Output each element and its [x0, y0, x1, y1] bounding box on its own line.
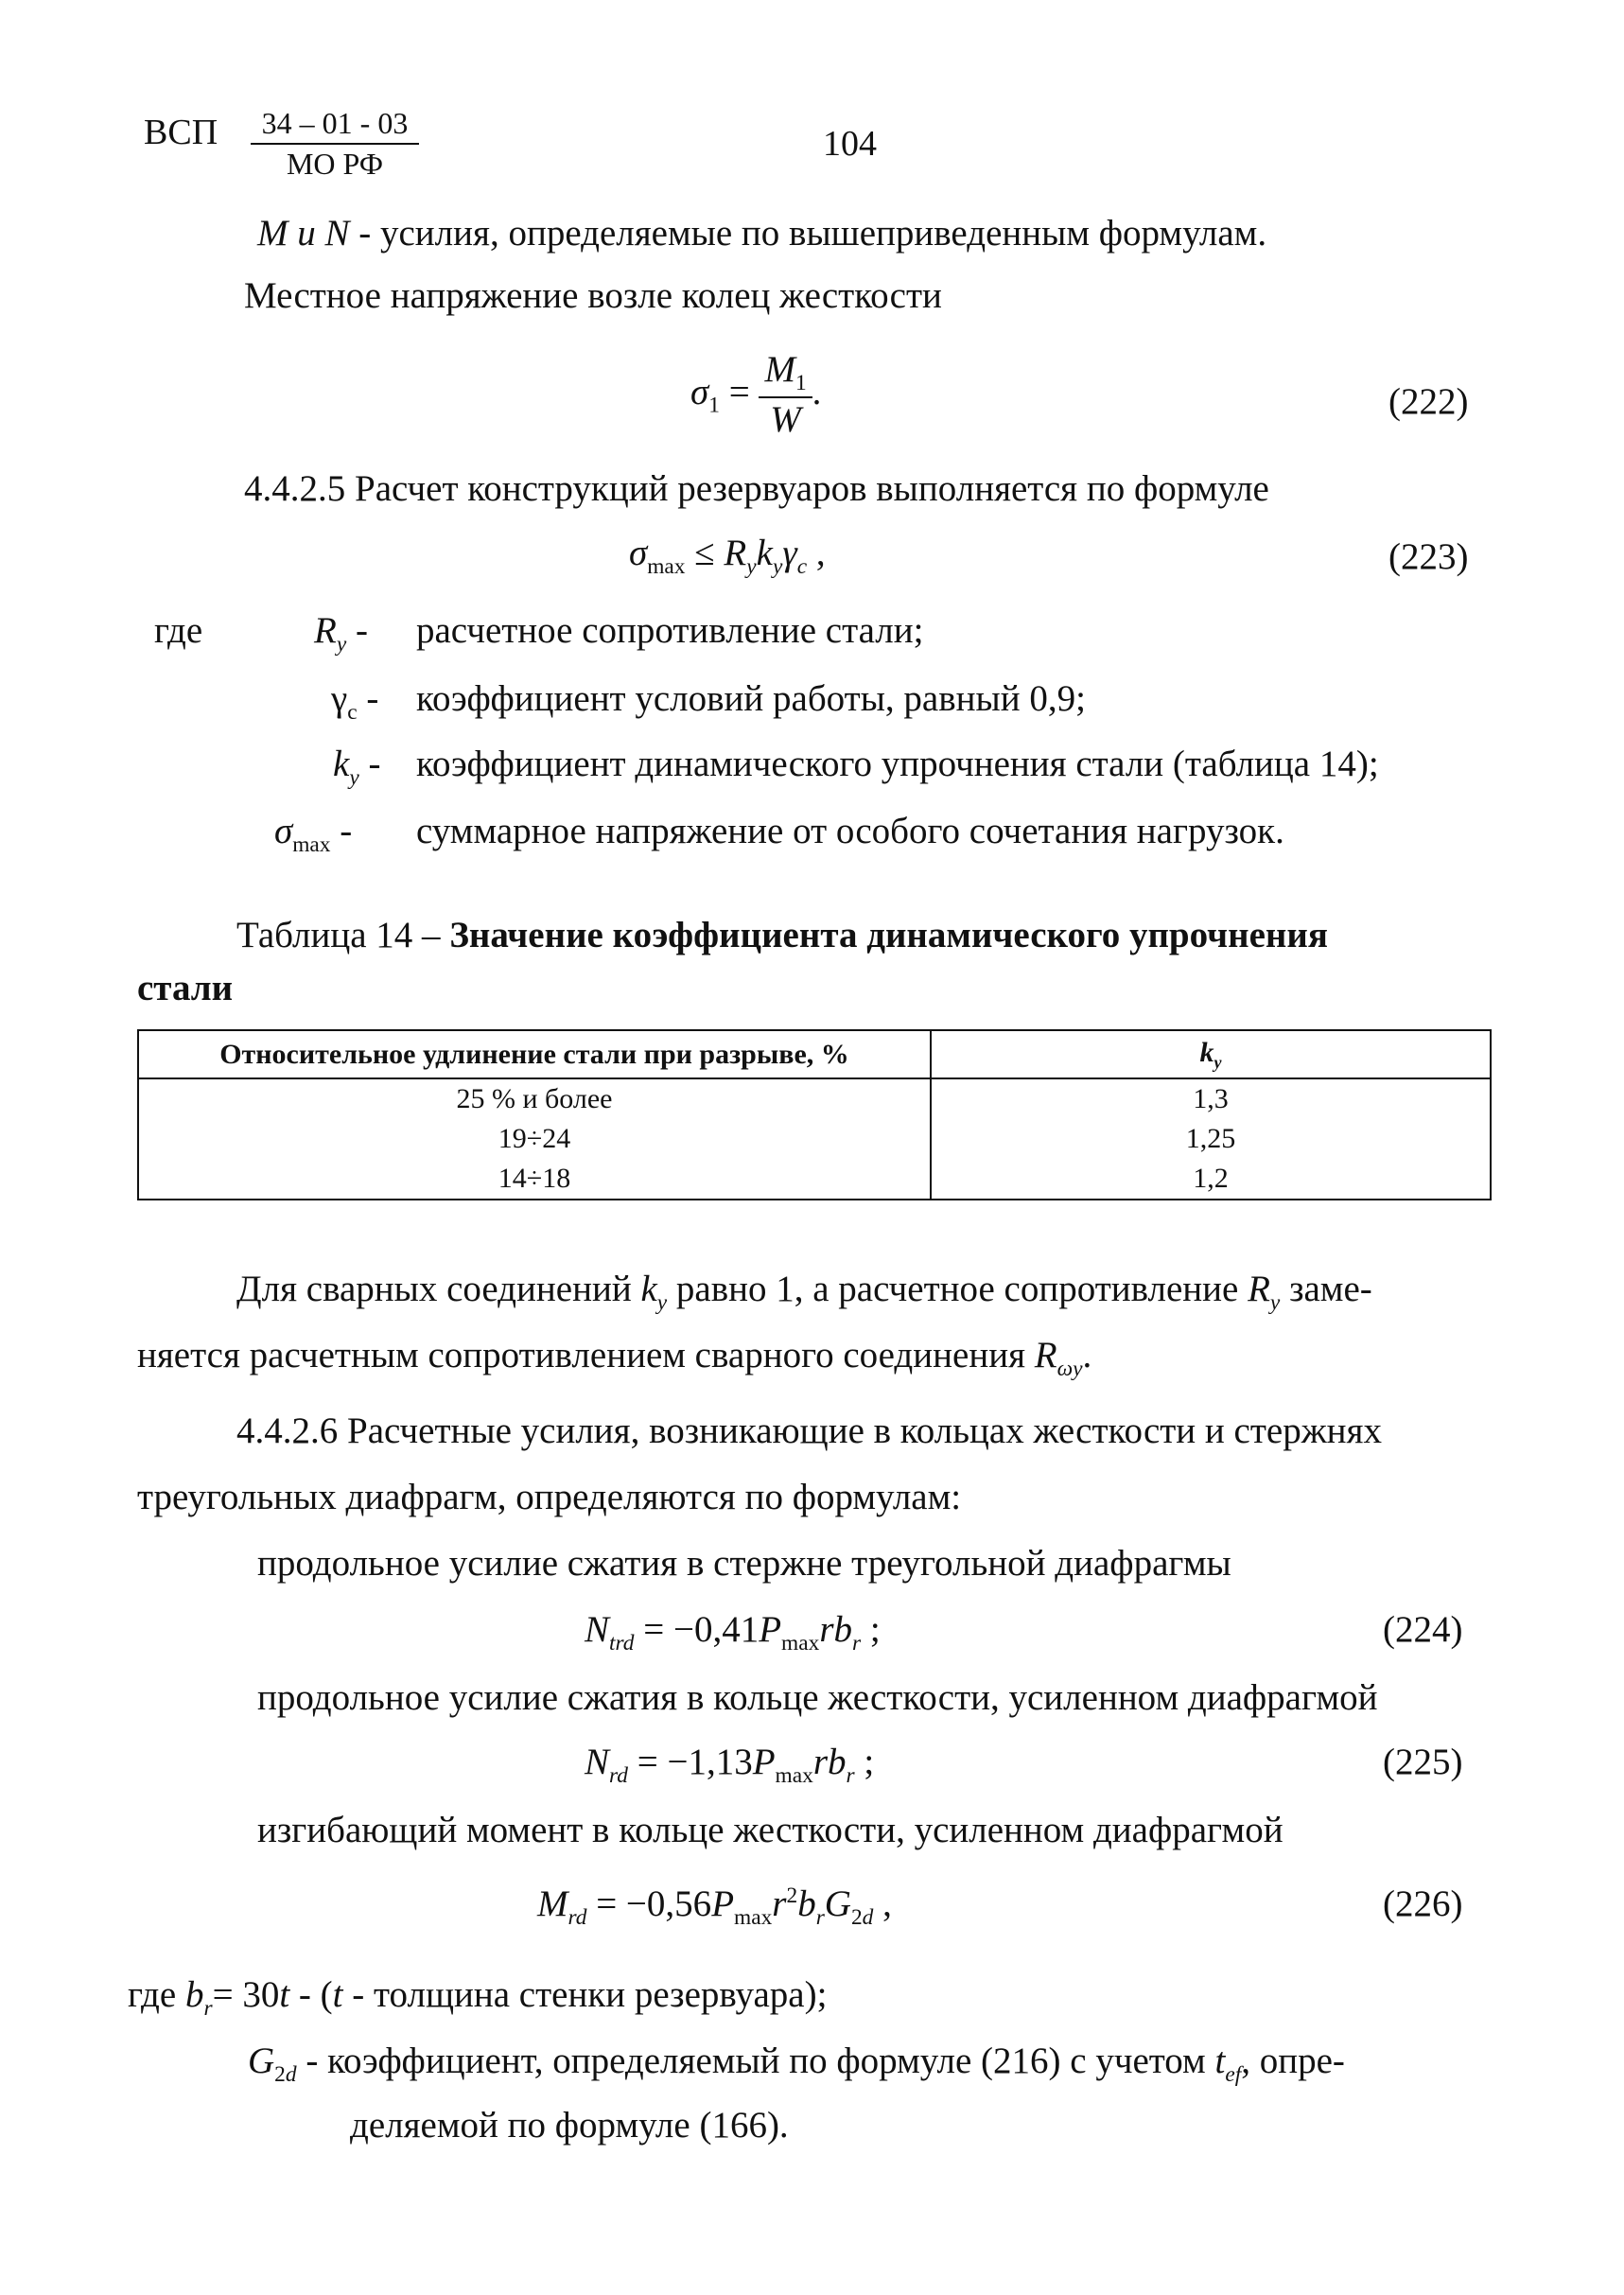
f225-text: продольное усилие сжатия в кольце жесткости, усиленном диафрагмой [257, 1677, 1378, 1718]
table-row [138, 1119, 1491, 1159]
def-gc-text: коэффициент условий работы, равный 0,9; [416, 678, 1086, 719]
table-row [138, 1159, 1491, 1200]
br-def-where: где [128, 1974, 177, 2015]
br-def-eq: = 30 [212, 1974, 280, 2015]
equation-223: $\sigma_{max} \le R_yk_y\gamma_c$ , [629, 533, 826, 579]
doc-code-org: МО РФ [286, 147, 384, 181]
table-caption-prefix: Таблица 14 – [236, 915, 441, 955]
br-def-text: - толщина стенки резервуара); [352, 1974, 828, 2015]
equation-222-number: (222) [1388, 381, 1469, 422]
ky-table [137, 1029, 1492, 1200]
table-header-elongation: Относительное удлинение стали при разрыве, % [138, 1030, 931, 1078]
table-caption [236, 914, 1328, 958]
equation-222: $\sigma_1$ = $\frac{M_1}{W}$ . [690, 349, 822, 440]
table-cell: 19÷24 [138, 1119, 931, 1159]
br-definition: где $b_r= 30t - (t$ - толщина стенки резервуара); [128, 1974, 828, 2021]
equation-224: $N_{trd} = -0,41P_{max}rb_r$ ; [585, 1609, 881, 1656]
local-stress-text: Местное напряжение возле колец жесткости [244, 275, 942, 316]
table-cell: 1,25 [931, 1119, 1491, 1159]
def-gc-symbol: $\gamma_c$ - [331, 678, 379, 725]
doc-code-prefix: ВСП [144, 113, 218, 152]
weld-text-c: заме- [1289, 1269, 1372, 1309]
weld-line-1: Для сварных соединений $k_y$ равно 1, а расчетное сопротивление $R_y$ заме- [236, 1269, 1372, 1315]
weld-text-b: равно 1, а расчетное сопротивление [675, 1269, 1239, 1309]
g2d-def-text-a: - коэффициент, определяемый по формуле (216) с учетом [306, 2041, 1206, 2081]
f224-text: продольное усилие сжатия в стержне треугольной диафрагмы [257, 1543, 1231, 1584]
equation-225-number: (225) [1383, 1742, 1463, 1782]
g2d-definition: $G_{2d}$ - коэффициент, определяемый по формуле (216) с учетом $t_{ef}$, опре- [248, 2041, 1345, 2087]
table-header-row [138, 1030, 1491, 1078]
table-row [138, 1078, 1491, 1119]
weld-line-2: няется расчетным сопротивлением сварного соединения $R_{\omega y}$. [137, 1335, 1092, 1381]
eq225-coef: = −1,13 [637, 1742, 753, 1782]
f226-text: изгибающий момент в кольце жесткости, усиленном диафрагмой [257, 1810, 1283, 1850]
equation-226: $M_{rd} = -0,56P_{max}r^2b_rG_{2d}$ , [537, 1883, 892, 1930]
table-cell: 14÷18 [138, 1159, 931, 1200]
def-ry-text: расчетное сопротивление стали; [416, 610, 924, 651]
table-caption-title-cont: стали [137, 968, 234, 1008]
def-ky-text: коэффициент динамического упрочнения стали (таблица 14); [416, 744, 1379, 784]
table-cell: 1,3 [931, 1078, 1491, 1119]
g2d-def-text-b: , опре- [1241, 2041, 1345, 2081]
clause-4-4-2-6-line-1: 4.4.2.6 Расчетные усилия, возникающие в кольцах жесткости и стержнях [236, 1410, 1382, 1451]
def-smax-symbol: $\sigma_{max}$ - [274, 811, 353, 857]
def-ky-symbol: $k_y$ - [333, 744, 381, 790]
m-n-text: усилия, определяемые по вышеприведенным формулам. [380, 213, 1267, 254]
weld-text-d: няется расчетным сопротивлением сварного соединения [137, 1335, 1026, 1375]
table-header-ky: $k_y$ [931, 1030, 1491, 1078]
table-cell: 1,2 [931, 1159, 1491, 1200]
equation-224-number: (224) [1383, 1609, 1463, 1650]
doc-code-number: 34 – 01 - 03 [251, 106, 419, 145]
doc-code-fraction [251, 106, 419, 182]
br-def-dash: - ( [298, 1974, 333, 2015]
table-cell: 25 % и более [138, 1078, 931, 1119]
g2d-definition-cont: деляемой по формуле (166). [350, 2105, 789, 2146]
def-ry-symbol: $R_y$ - [314, 610, 368, 657]
clause-4-4-2-6-line-2: треугольных диафрагм, определяются по формулам: [137, 1477, 962, 1517]
m-n-symbols: M и N - [257, 213, 372, 254]
table-caption-title: Значение коэффициента динамического упрочнения [449, 915, 1328, 955]
def-smax-text: суммарное напряжение от особого сочетания нагрузок. [416, 811, 1284, 851]
equation-226-number: (226) [1383, 1883, 1463, 1924]
eq224-coef: = −0,41 [643, 1609, 760, 1650]
m-n-line [257, 212, 1266, 256]
page-number: 104 [823, 124, 877, 164]
weld-text-a: Для сварных соединений [236, 1269, 632, 1309]
eq226-coef: = −0,56 [596, 1883, 712, 1924]
equation-223-number: (223) [1388, 536, 1469, 577]
where-label: где [154, 610, 203, 651]
equation-225: $N_{rd} = -1,13P_{max}rb_r$ ; [585, 1742, 875, 1788]
clause-4-4-2-5: 4.4.2.5 Расчет конструкций резервуаров выполняется по формуле [244, 468, 1269, 509]
